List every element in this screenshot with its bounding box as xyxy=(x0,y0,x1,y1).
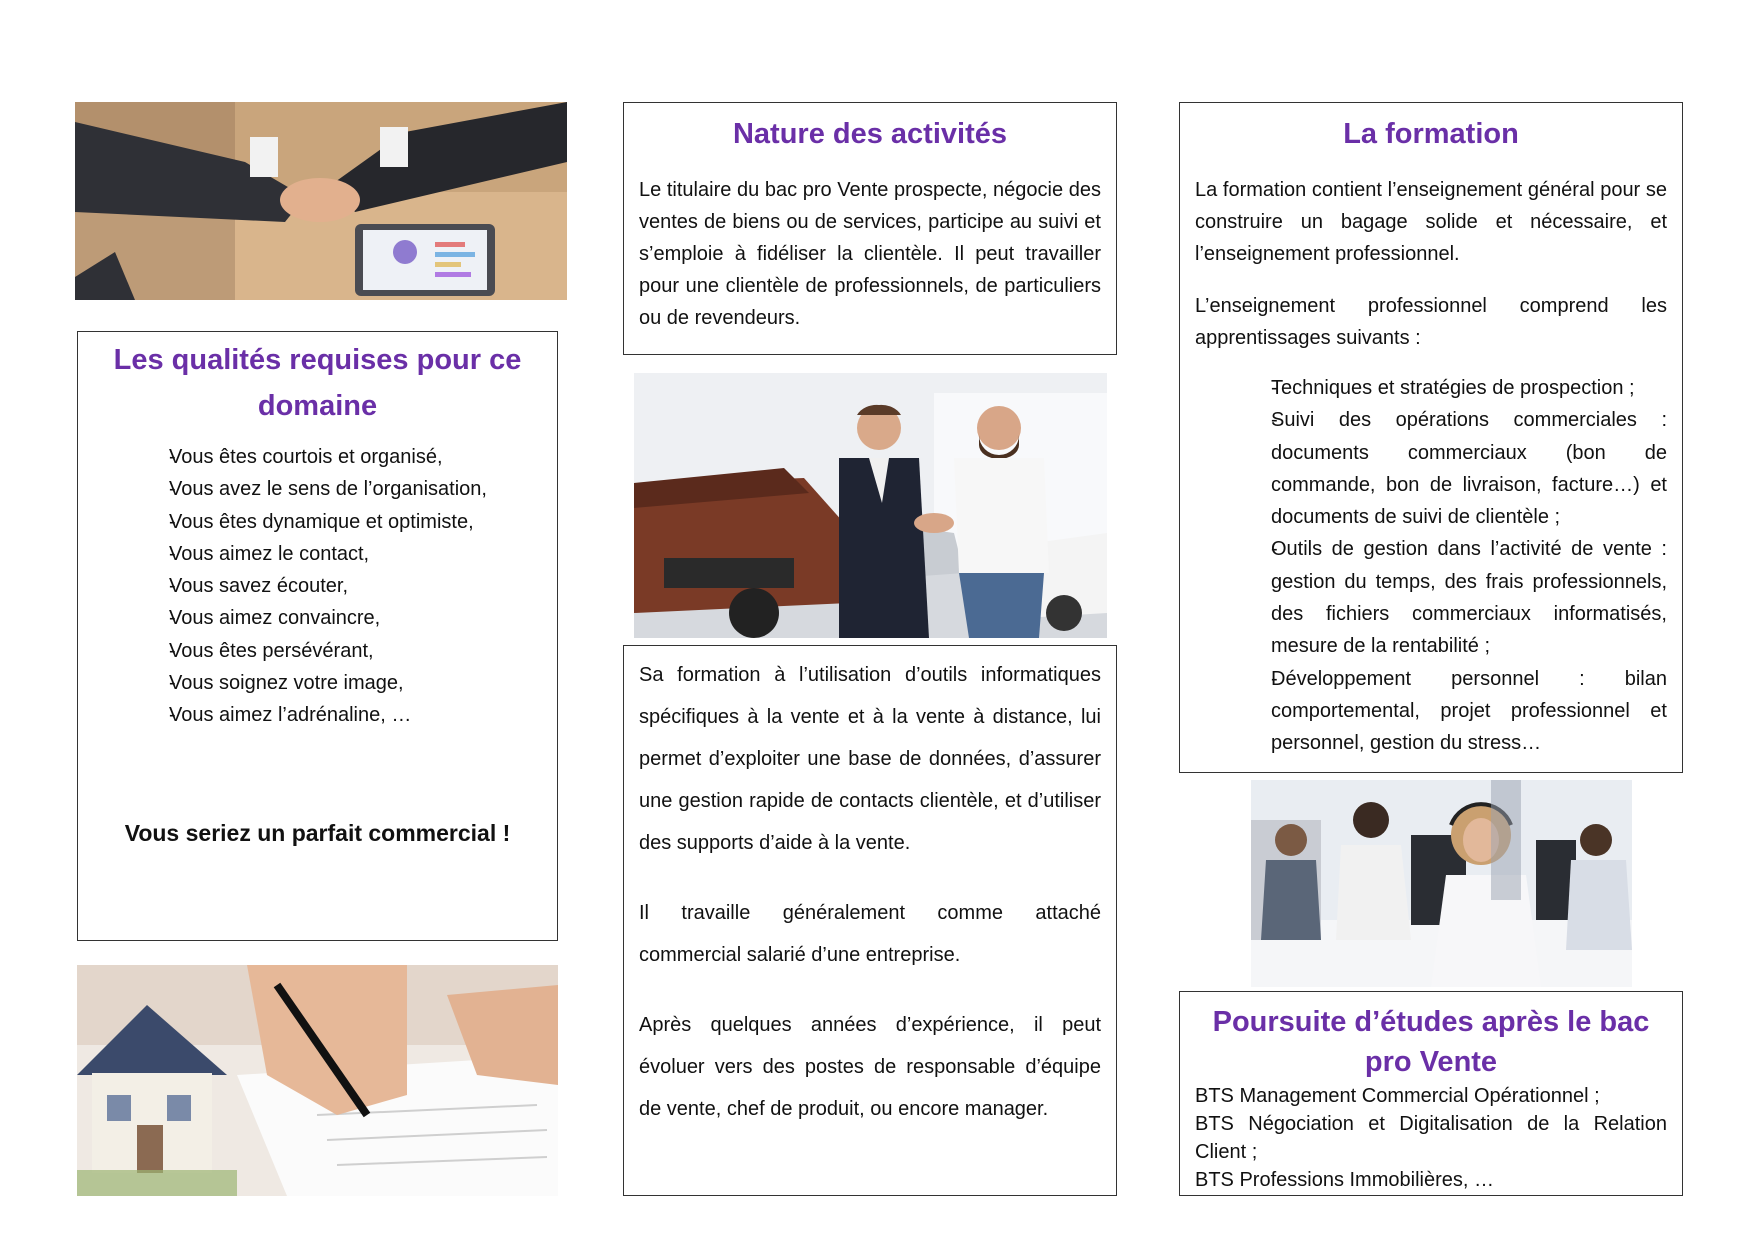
list-item: - Vous aimez l’adrénaline, … xyxy=(78,699,557,731)
qualities-box xyxy=(77,331,558,941)
list-item: - Vous savez écouter, xyxy=(78,570,557,602)
career-details-box xyxy=(623,645,1117,1196)
list-item: - Vous aimez le contact, xyxy=(78,538,557,570)
list-item: - Vous aimez convaincre, xyxy=(78,602,557,634)
formation-list xyxy=(1180,372,1682,760)
nature-title: Nature des activités xyxy=(732,118,1007,150)
qualities-conclusion: Vous seriez un parfait commercial ! xyxy=(124,820,511,846)
further-studies-box xyxy=(1179,991,1683,1196)
job-text: Il travaille généralement comme attaché commercial salarié d’une entreprise. xyxy=(639,902,1101,966)
formation-box xyxy=(1179,102,1683,773)
call-center-photo xyxy=(1251,780,1632,987)
formation-title: La formation xyxy=(1343,118,1519,150)
formation-intro: La formation contient l’enseignement général pour se construire un bagage solide et nécessaire, et l’enseignement professionnel. xyxy=(1195,179,1667,265)
qualities-title: Les qualités requises pour ce domaine xyxy=(113,344,522,422)
nature-box xyxy=(623,102,1117,355)
house-contract-photo xyxy=(77,965,558,1196)
list-item: - Vous êtes courtois et organisé, xyxy=(78,441,557,473)
list-item: - Vous êtes persévérant, xyxy=(78,635,557,667)
nature-text: Le titulaire du bac pro Vente prospecte, négocie des ventes de biens ou de services, participe au suivi et s’emploie à fidéliser la clientèle. Il peut travailler pour une clientèle de professionnels, de particuliers ou de revendeurs. xyxy=(639,179,1101,329)
evolution-text: Après quelques années d’expérience, il peut évoluer vers des postes de responsable d’équipe de vente, chef de produit, ou encore manager. xyxy=(639,1014,1101,1120)
handshake-photo xyxy=(75,102,567,300)
list-item: - Outils de gestion dans l’activité de vente : gestion du temps, des frais professionnels, des fichiers commerciaux informatisés, mesure de la rentabilité ; xyxy=(1235,533,1667,662)
list-item: - Développement personnel : bilan comportemental, projet professionnel et personnel, gestion du stress… xyxy=(1235,663,1667,760)
car-dealership-photo xyxy=(634,373,1107,638)
list-item: - Vous avez le sens de l’organisation, xyxy=(78,473,557,505)
qualities-list xyxy=(78,441,557,732)
list-item: - Vous soignez votre image, xyxy=(78,667,557,699)
list-item: BTS Négociation et Digitalisation de la Relation Client ; xyxy=(1195,1113,1667,1163)
list-item: - Vous êtes dynamique et optimiste, xyxy=(78,506,557,538)
list-item: BTS Professions Immobilières, … xyxy=(1195,1169,1494,1191)
formation-professional: L’enseignement professionnel comprend les apprentissages suivants : xyxy=(1195,295,1667,349)
further-studies-list xyxy=(1180,1082,1682,1194)
list-item: - Suivi des opérations commerciales : documents commerciaux (bon de commande, bon de livraison, facture…) et documents de suivi de clientèle ; xyxy=(1235,404,1667,533)
list-item: BTS Management Commercial Opérationnel ; xyxy=(1195,1085,1600,1107)
list-item: - Techniques et stratégies de prospection ; xyxy=(1235,372,1667,404)
further-studies-title: Poursuite d’études après le bac pro Vente xyxy=(1212,1006,1650,1078)
training-it-text: Sa formation à l’utilisation d’outils informatiques spécifiques à la vente et à la vente à distance, lui permet d’exploiter une base de données, d’assurer une gestion rapide de contacts clientèle, et d’utiliser des supports d’aide à la vente. xyxy=(639,664,1101,854)
